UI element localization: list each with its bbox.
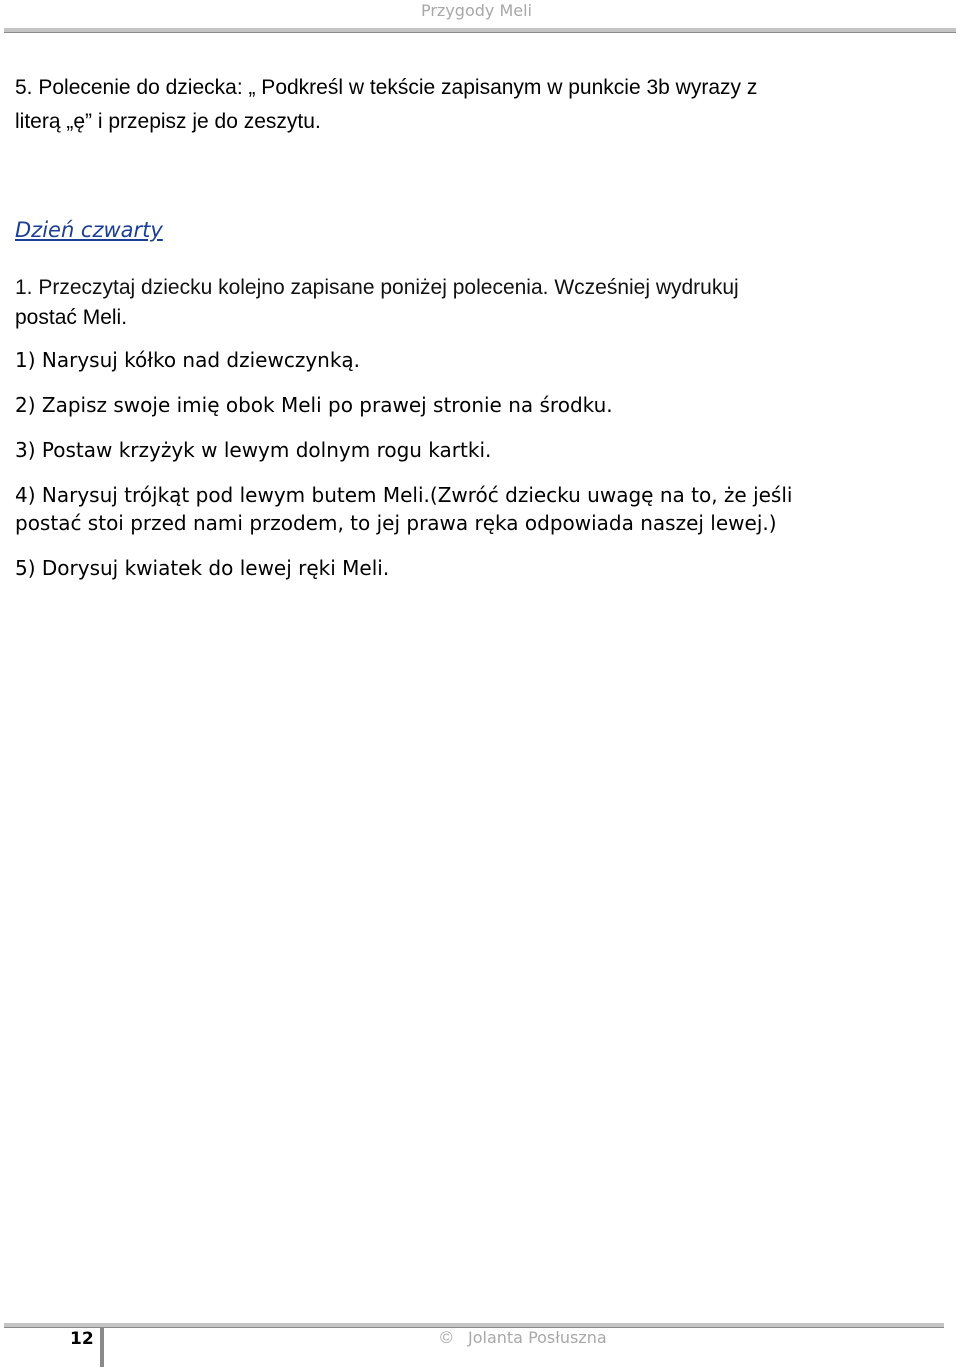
intro-line2: postać Meli. — [15, 306, 128, 329]
list-item: 4) Narysuj trójkąt pod lewym butem Meli.(Zwróć dziecku uwagę na to, że jeśli — [15, 483, 793, 507]
list-item: 1) Narysuj kółko nad dziewczynką. — [15, 348, 361, 372]
list-item: postać stoi przed nami przodem, to jej prawa ręka odpowiada naszej lewej.) — [15, 511, 777, 535]
list-item: 5) Dorysuj kwiatek do lewej ręki Meli. — [15, 556, 390, 580]
header-title — [0, 0, 950, 24]
task5-line1: 5. Polecenie do dziecka: „ Podkreśl w tekście zapisanym w punkcie 3b wyrazy z — [15, 76, 758, 99]
copyright-icon: © — [440, 1328, 453, 1347]
task5-line2: literą „ę” i przepisz je do zeszytu. — [15, 110, 321, 133]
page-number: 12 — [70, 1329, 94, 1349]
intro-line1: 1. Przeczytaj dziecku kolejno zapisane poniżej polecenia. Wcześniej wydrukuj — [15, 276, 739, 299]
list-item: 2) Zapisz swoje imię obok Meli po prawej stronie na środku. — [15, 393, 613, 417]
footer-divider — [100, 1327, 104, 1367]
section-heading: Dzień czwarty — [15, 218, 163, 242]
header-title-text: Przygody Meli — [420, 1, 532, 20]
list-item: 3) Postaw krzyżyk w lewym dolnym rogu kartki. — [15, 438, 492, 462]
header-rule — [4, 28, 956, 33]
author-name: Jolanta Posłuszna — [468, 1328, 607, 1347]
